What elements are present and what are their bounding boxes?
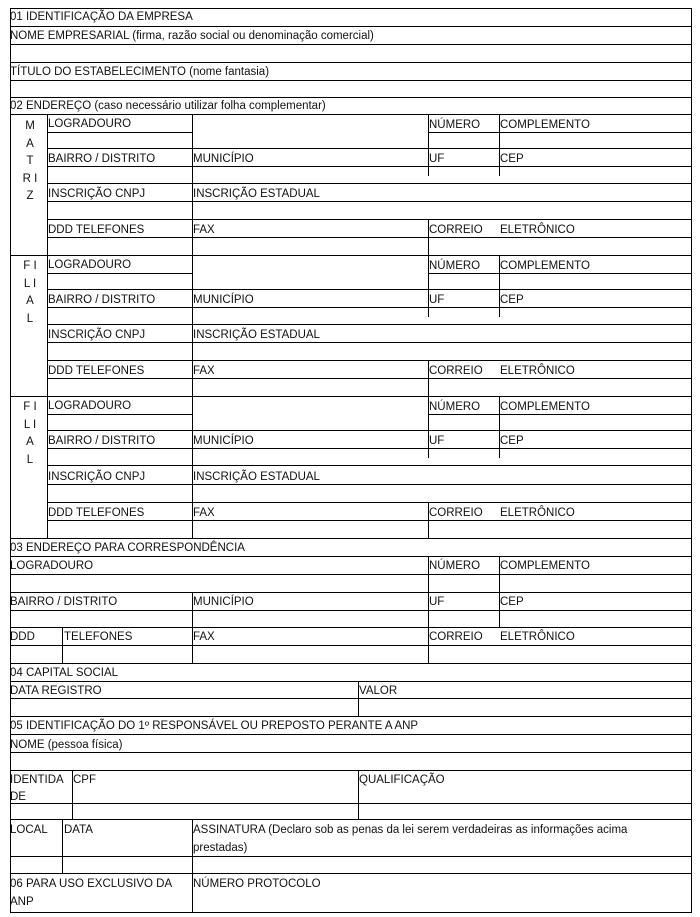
- fax-field[interactable]: [193, 646, 428, 663]
- divider: [10, 681, 692, 682]
- fax-label: FAX: [193, 631, 215, 643]
- divider: [10, 734, 692, 735]
- complemento-label: COMPLEMENTO: [500, 401, 590, 413]
- numero-label: NÚMERO: [429, 260, 481, 272]
- section-06-title: 06 PARA USO EXCLUSIVO DA: [10, 878, 173, 890]
- telefones-field[interactable]: [63, 646, 192, 663]
- complemento-field[interactable]: [500, 274, 691, 289]
- cep-label: CEP: [500, 294, 524, 306]
- inscricao-cnpj-field[interactable]: [48, 343, 192, 360]
- cep-label: CEP: [500, 153, 524, 165]
- assinatura-label: prestadas): [193, 842, 248, 854]
- cep-label: CEP: [500, 435, 524, 447]
- local-label: LOCAL: [10, 824, 48, 836]
- divider: [10, 538, 692, 539]
- inscricao-estadual-label: INSCRIÇÃO ESTADUAL: [193, 329, 320, 341]
- divider: [10, 716, 692, 717]
- ddd-telefones-field[interactable]: [48, 379, 192, 396]
- complemento-field[interactable]: [500, 575, 691, 592]
- email-field[interactable]: [429, 646, 691, 663]
- uf-label: UF: [429, 596, 445, 608]
- complemento-field[interactable]: [500, 415, 691, 430]
- fax-label: FAX: [193, 224, 215, 236]
- uf-label: UF: [429, 294, 445, 306]
- logradouro-field[interactable]: [193, 115, 428, 148]
- frame-top-border: [10, 8, 692, 9]
- divider: [10, 592, 692, 593]
- filial-vertical-label: F I L I A L: [23, 401, 37, 466]
- municipio-field[interactable]: [193, 167, 428, 183]
- correio-label: CORREIO: [429, 365, 483, 377]
- eletronico-label: ELETRÔNICO: [500, 631, 575, 643]
- qualificacao-label: QUALIFICAÇÃO: [359, 774, 445, 786]
- ddd-telefones-field[interactable]: [48, 521, 192, 538]
- logradouro-field[interactable]: [48, 274, 192, 289]
- ddd-telefones-label: DDD TELEFONES: [48, 224, 145, 236]
- complemento-label: COMPLEMENTO: [500, 119, 590, 131]
- cep-field[interactable]: [500, 449, 691, 458]
- bairro-distrito-label: BAIRRO / DISTRITO: [48, 294, 156, 306]
- inscricao-estadual-field[interactable]: [193, 485, 691, 502]
- cep-field[interactable]: [500, 308, 691, 317]
- municipio-field[interactable]: [193, 611, 428, 627]
- email-field[interactable]: [429, 238, 691, 255]
- frame-right-border: [691, 8, 692, 913]
- eletronico-label: ELETRÔNICO: [500, 224, 575, 236]
- email-field[interactable]: [429, 379, 691, 396]
- bairro-distrito-field[interactable]: [48, 308, 192, 324]
- uf-field[interactable]: [429, 611, 499, 627]
- bairro-distrito-label: BAIRRO / DISTRITO: [48, 435, 156, 447]
- section-06-title: ANP: [10, 896, 34, 908]
- divider: [47, 289, 692, 290]
- valor-field[interactable]: [359, 699, 691, 716]
- section-04-title: 04 CAPITAL SOCIAL: [10, 667, 119, 679]
- complemento-label: COMPLEMENTO: [500, 560, 590, 572]
- eletronico-label: ELETRÔNICO: [500, 507, 575, 519]
- logradouro-field[interactable]: [48, 415, 192, 430]
- cep-field[interactable]: [500, 611, 691, 627]
- matriz-vertical-label: M A T R I Z: [22, 120, 38, 202]
- inscricao-estadual-label: INSCRIÇÃO ESTADUAL: [193, 188, 320, 200]
- data-registro-field[interactable]: [11, 699, 358, 716]
- nome-empresarial-field[interactable]: [10, 45, 691, 61]
- frame-bottom-border: [10, 912, 692, 913]
- logradouro-field[interactable]: [193, 397, 428, 430]
- numero-field[interactable]: [429, 415, 499, 430]
- local-field[interactable]: [11, 857, 62, 873]
- divider: [47, 183, 692, 184]
- divider: [10, 873, 692, 874]
- logradouro-label: LOGRADOURO: [48, 118, 132, 130]
- ddd-telefones-label: DDD TELEFONES: [48, 365, 145, 377]
- divider: [47, 430, 692, 431]
- logradouro-label: LOGRADOURO: [48, 259, 132, 271]
- assinatura-field[interactable]: [193, 857, 691, 873]
- inscricao-cnpj-label: INSCRIÇÃO CNPJ: [48, 329, 146, 341]
- divider: [10, 26, 692, 27]
- titulo-estabelecimento-label: TÍTULO DO ESTABELECIMENTO (nome fantasia): [10, 66, 270, 78]
- filial-vertical-label: F I L I A L: [23, 260, 37, 325]
- logradouro-field[interactable]: [11, 575, 428, 592]
- fax-field[interactable]: [193, 238, 428, 255]
- bairro-distrito-field[interactable]: [48, 167, 192, 183]
- section-03-title: 03 ENDEREÇO PARA CORRESPONDÊNCIA: [10, 542, 245, 554]
- logradouro-field[interactable]: [193, 256, 428, 289]
- fax-field[interactable]: [193, 521, 428, 538]
- inscricao-cnpj-field[interactable]: [48, 202, 192, 219]
- divider: [47, 502, 692, 503]
- divider: [10, 62, 692, 63]
- ddd-telefones-field[interactable]: [48, 238, 192, 255]
- cpf-label: CPF: [73, 774, 96, 786]
- divider: [10, 556, 692, 557]
- nome-pessoa-fisica-label: NOME (pessoa física): [10, 739, 123, 751]
- correio-label: CORREIO: [429, 631, 483, 643]
- complemento-field[interactable]: [500, 133, 691, 148]
- telefones-label: TELEFONES: [64, 631, 133, 643]
- identidade-label: DE: [10, 791, 26, 803]
- numero-protocolo-label: NÚMERO PROTOCOLO: [193, 878, 321, 890]
- bairro-distrito-label: BAIRRO / DISTRITO: [10, 596, 118, 608]
- inscricao-estadual-label: INSCRIÇÃO ESTADUAL: [193, 471, 320, 483]
- fax-field[interactable]: [193, 379, 428, 396]
- numero-label: NÚMERO: [429, 560, 481, 572]
- divider: [10, 97, 692, 98]
- nome-pessoa-fisica-field[interactable]: [11, 753, 691, 769]
- logradouro-label: LOGRADOURO: [48, 400, 132, 412]
- inscricao-cnpj-label: INSCRIÇÃO CNPJ: [48, 188, 146, 200]
- divider: [47, 148, 692, 149]
- data-label: DATA: [64, 824, 93, 836]
- divider: [10, 819, 692, 820]
- section-02-title: 02 ENDEREÇO (caso necessário utilizar folha complementar): [10, 100, 326, 112]
- inscricao-cnpj-label: INSCRIÇÃO CNPJ: [48, 471, 146, 483]
- inscricao-estadual-field[interactable]: [193, 202, 691, 219]
- logradouro-field[interactable]: [48, 133, 192, 148]
- divider: [47, 360, 692, 361]
- valor-label: VALOR: [359, 685, 398, 697]
- uf-label: UF: [429, 153, 445, 165]
- ddd-telefones-label: DDD TELEFONES: [48, 507, 145, 519]
- data-field[interactable]: [63, 857, 192, 873]
- numero-field[interactable]: [429, 274, 499, 289]
- cep-label: CEP: [500, 596, 524, 608]
- divider: [47, 324, 692, 325]
- municipio-field[interactable]: [193, 449, 428, 465]
- inscricao-estadual-field[interactable]: [193, 343, 691, 360]
- ddd-field[interactable]: [11, 646, 62, 663]
- email-field[interactable]: [429, 521, 691, 538]
- nome-empresarial-label: NOME EMPRESARIAL (firma, razão social ou denominação comercial): [10, 30, 374, 42]
- correio-label: CORREIO: [429, 224, 483, 236]
- titulo-estabelecimento-field[interactable]: [10, 81, 691, 96]
- inscricao-cnpj-field[interactable]: [48, 485, 192, 502]
- numero-label: NÚMERO: [429, 119, 481, 131]
- identidade-field[interactable]: [11, 804, 72, 819]
- numero-protocolo-field[interactable]: [193, 892, 691, 912]
- municipio-label: MUNICÍPIO: [193, 596, 254, 608]
- uf-field[interactable]: [429, 167, 499, 176]
- municipio-label: MUNICÍPIO: [193, 153, 254, 165]
- bairro-distrito-field[interactable]: [48, 449, 192, 465]
- divider: [47, 219, 692, 220]
- data-registro-label: DATA REGISTRO: [10, 685, 102, 697]
- uf-field[interactable]: [429, 308, 499, 317]
- municipio-label: MUNICÍPIO: [193, 435, 254, 447]
- numero-field[interactable]: [429, 575, 499, 592]
- complemento-label: COMPLEMENTO: [500, 260, 590, 272]
- bairro-distrito-label: BAIRRO / DISTRITO: [48, 153, 156, 165]
- bairro-distrito-field[interactable]: [11, 611, 192, 627]
- numero-label: NÚMERO: [429, 401, 481, 413]
- assinatura-label: ASSINATURA (Declaro sob as penas da lei serem verdadeiras as informações acima: [193, 824, 628, 836]
- divider: [10, 770, 692, 771]
- section-05-title: 05 IDENTIFICAÇÃO DO 1º RESPONSÁVEL OU PREPOSTO PERANTE A ANP: [10, 720, 419, 732]
- identidade-label: IDENTIDA: [10, 774, 64, 786]
- cpf-field[interactable]: [73, 804, 358, 819]
- divider: [10, 663, 692, 664]
- numero-field[interactable]: [429, 133, 499, 148]
- fax-label: FAX: [193, 507, 215, 519]
- section-01-title: 01 IDENTIFICAÇÃO DA EMPRESA: [10, 11, 193, 23]
- cep-field[interactable]: [500, 167, 691, 176]
- divider: [47, 465, 692, 466]
- fax-label: FAX: [193, 365, 215, 377]
- municipio-field[interactable]: [193, 308, 428, 324]
- uf-label: UF: [429, 435, 445, 447]
- ddd-label: DDD: [10, 631, 35, 643]
- correio-label: CORREIO: [429, 507, 483, 519]
- qualificacao-field[interactable]: [359, 790, 691, 819]
- logradouro-label: LOGRADOURO: [10, 560, 94, 572]
- eletronico-label: ELETRÔNICO: [500, 365, 575, 377]
- municipio-label: MUNICÍPIO: [193, 294, 254, 306]
- divider: [10, 627, 692, 628]
- uf-field[interactable]: [429, 449, 499, 458]
